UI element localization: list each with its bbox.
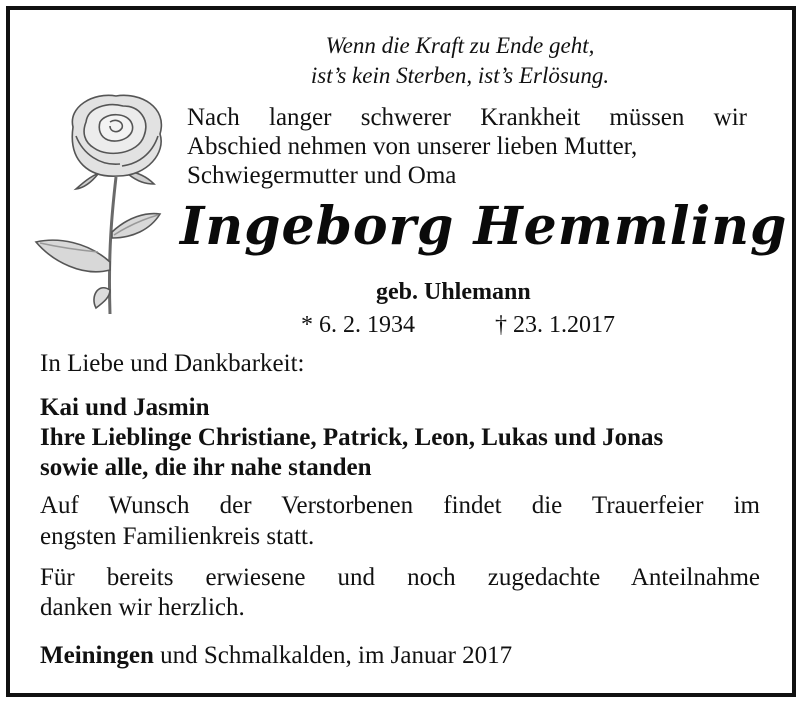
notice-line-1: Auf Wunsch der Verstorbenen findet die Trauerfeier im	[40, 492, 760, 519]
place-date	[40, 641, 512, 671]
deceased-name: Ingeborg Hemmling	[180, 196, 788, 257]
thanks-line-2: danken wir herzlich.	[40, 594, 245, 621]
death-date: † 23. 1.2017	[495, 312, 615, 338]
intro-line-2: Abschied nehmen von unserer lieben Mutter,	[187, 133, 638, 160]
place-date-rest: und Schmalkalden, im Januar 2017	[160, 642, 513, 669]
rose-icon	[28, 92, 178, 322]
intro-line-3: Schwiegermutter und Oma	[187, 162, 457, 189]
mourners-line-1: Kai und Jasmin	[40, 394, 210, 421]
deceased-nee: geb. Uhlemann	[376, 279, 531, 305]
mourners-heading: In Liebe und Dankbarkeit:	[40, 350, 305, 377]
mourners-line-2: Ihre Lieblinge Christiane, Patrick, Leon, Lukas und Jonas	[40, 424, 664, 451]
notice-line-2: engsten Familienkreis statt.	[40, 523, 315, 550]
motto-line-1: Wenn die Kraft zu Ende geht,	[325, 33, 595, 58]
intro-line-1: Nach langer schwerer Krankheit müssen wir	[187, 104, 747, 131]
thanks-line-1: Für bereits erwiesene und noch zugedachte Anteilnahme	[40, 564, 760, 591]
birth-date: * 6. 2. 1934	[301, 312, 415, 338]
place-name: Meiningen	[40, 642, 154, 669]
motto-line-2: ist’s kein Sterben, ist’s Erlösung.	[310, 63, 610, 88]
mourners-line-3: sowie alle, die ihr nahe standen	[40, 454, 372, 481]
